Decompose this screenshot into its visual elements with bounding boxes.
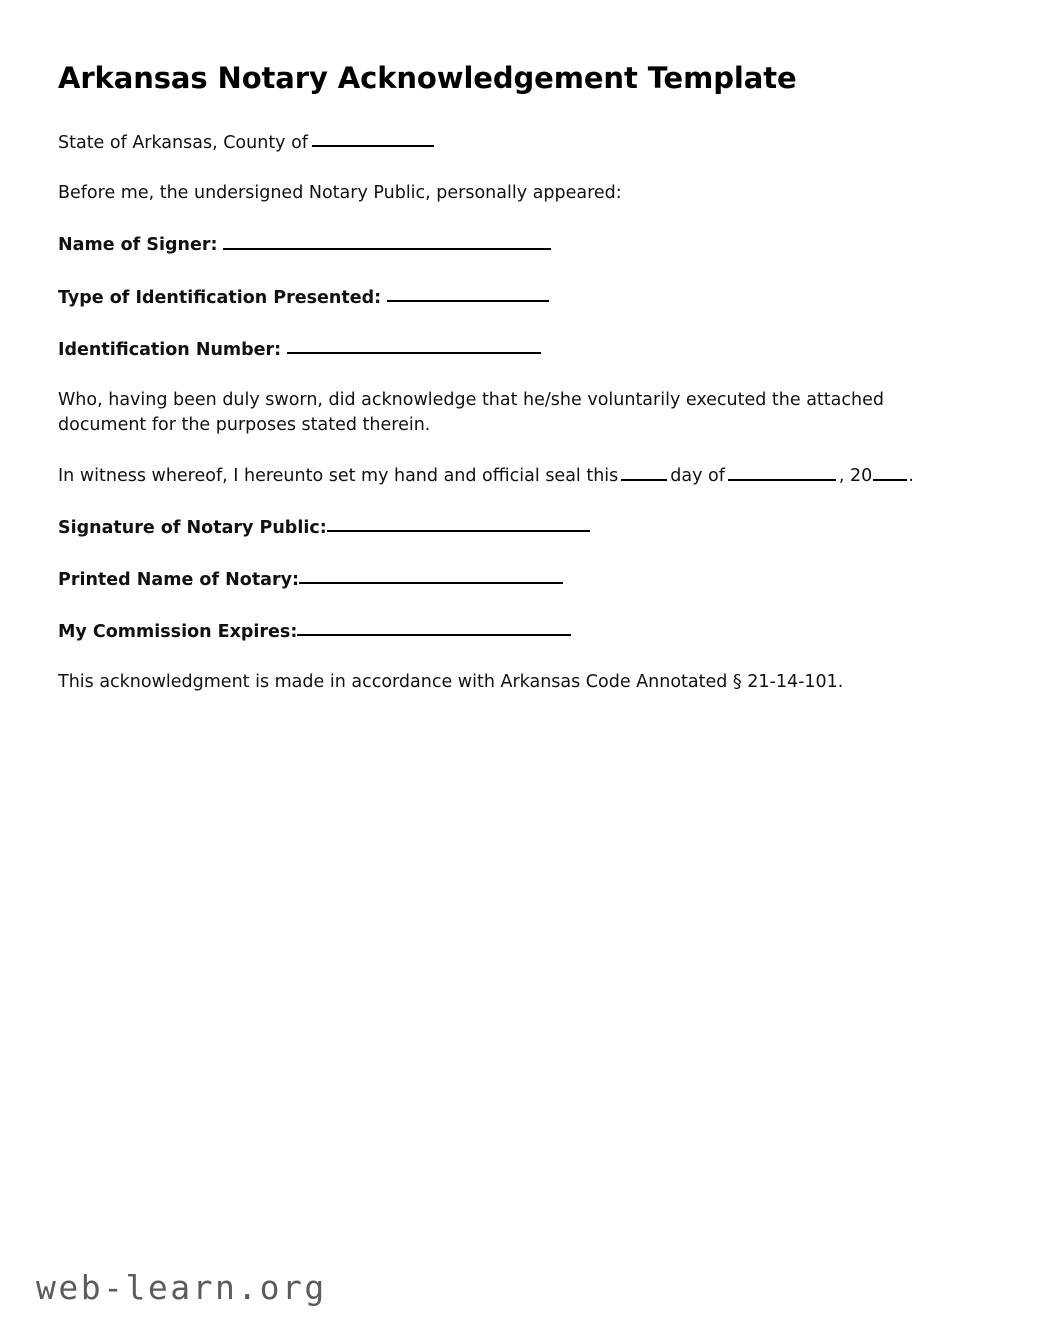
intro-line: Before me, the undersigned Notary Public, personally appeared:: [58, 183, 622, 204]
venue-label: State of Arkansas, County of: [58, 133, 308, 154]
my-commission-expires-blank: [297, 618, 571, 636]
witness-text-part2: day of: [670, 465, 725, 486]
witness-text-part4: .: [908, 465, 914, 486]
witness-text-part1: In witness whereof, I hereunto set my hand and official seal this: [58, 465, 619, 486]
field-signature-of-notary: [58, 514, 978, 541]
field-printed-name-of-notary: [58, 566, 978, 593]
page-title: Arkansas Notary Acknowledgement Template: [58, 61, 797, 95]
document-content: [58, 62, 978, 695]
venue-line: [58, 129, 978, 156]
month-blank: [728, 463, 836, 481]
signature-of-notary-blank: [327, 514, 590, 532]
identification-number-blank: [287, 336, 541, 354]
witness-text-part3: , 20: [838, 465, 873, 486]
field-type-of-identification: [58, 284, 978, 311]
witness-paragraph: [58, 463, 976, 489]
field-label-type-of-identification: Type of Identification Presented:: [58, 287, 382, 308]
field-my-commission-expires: [58, 618, 978, 645]
type-of-identification-blank: [387, 284, 549, 302]
field-label-signature-of-notary: Signature of Notary Public:: [58, 517, 327, 538]
field-label-my-commission-expires: My Commission Expires:: [58, 622, 298, 643]
field-identification-number: [58, 336, 978, 363]
footer-watermark: web-learn.org: [36, 1268, 327, 1307]
field-label-name-of-signer: Name of Signer:: [58, 235, 218, 256]
printed-name-of-notary-blank: [299, 566, 563, 584]
name-of-signer-blank: [223, 231, 551, 249]
day-blank: [621, 463, 667, 481]
year-blank: [873, 463, 907, 481]
statute-note: This acknowledgment is made in accordance with Arkansas Code Annotated § 21-14-101.: [58, 672, 844, 693]
field-label-printed-name-of-notary: Printed Name of Notary:: [58, 570, 300, 590]
sworn-paragraph: Who, having been duly sworn, did acknowledge that he/she voluntarily executed the attached document for the purposes stated therein.: [58, 389, 884, 435]
field-label-identification-number: Identification Number:: [58, 339, 282, 360]
county-blank: [312, 129, 434, 147]
field-name-of-signer: [58, 231, 978, 258]
